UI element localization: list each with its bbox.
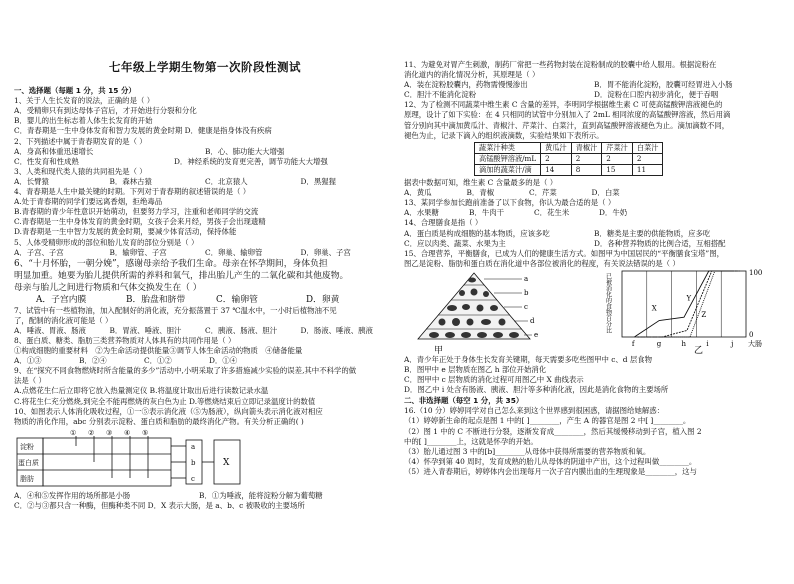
curve-label-z: Z bbox=[701, 311, 707, 320]
potato-food-icon bbox=[509, 332, 519, 338]
q8-line2: ①构成细胞的重要材料 ②为生命活动提供能量③调节人体生命活动的物质 ④储备能量 bbox=[14, 346, 303, 356]
figure-label-jia: 甲 bbox=[434, 345, 444, 355]
q16-line1: 16.（10 分）婷婷同学对自己怎么来到这个世界感到很困惑，请据图给她解惑： bbox=[404, 406, 665, 416]
layer-label-d: d bbox=[530, 316, 535, 325]
q14-options-1 bbox=[404, 229, 784, 239]
bean-food-icon bbox=[471, 288, 478, 295]
table-cell: 高锰酸钾溶液/mL bbox=[475, 153, 541, 164]
vegetable-food-icon bbox=[481, 319, 491, 325]
q3-options bbox=[14, 177, 396, 187]
x-tick-label: i bbox=[706, 339, 709, 348]
q13-option-d: D．牛奶 bbox=[599, 208, 628, 218]
y-tick-0: 0 bbox=[749, 330, 754, 339]
q7-line2: 了，配制的消化液可能是（ ） bbox=[14, 315, 113, 325]
q11-option-d: D．淀粉在口腔内初步消化，便于吞咽 bbox=[594, 90, 719, 100]
layer-label-e: e bbox=[534, 330, 539, 339]
organ-x: X bbox=[223, 457, 230, 468]
q12-line2: 原理，设计了如下实验：在 4 只相同的试管中分别加入了 2mL 相同浓度的高锰酸钾溶液，然后用滴 bbox=[404, 110, 731, 120]
q16-line4: 中的[ ]________上，这就是怀孕的开始。 bbox=[404, 436, 538, 446]
q7-options bbox=[14, 326, 396, 336]
q12-line1: 12、为了检测不同蔬菜中维生素 C 含量的差异，李明同学根据维生素 C 可使高锰酸钾溶液褪色的 bbox=[404, 100, 723, 110]
q16-line7: （5）进入青春期后，婷婷体内会出现每月一次子宫内膜出血的生理现象是________，这与 bbox=[404, 466, 697, 476]
q2-option-d: D．神经系统的发育更完善，调节功能大大增强 bbox=[174, 156, 328, 166]
q6-option-b: B．胎盘和脐带 bbox=[126, 294, 186, 305]
y-tick-100: 100 bbox=[749, 268, 763, 277]
layer-label-c: c bbox=[524, 302, 528, 311]
digestion-diagram bbox=[16, 428, 266, 490]
section1-heading: 一、选择题（每题 1 分，共 15 分） bbox=[14, 86, 136, 96]
q16-line2: （1）婷婷新生命的起点是图 1 中的[ ]________，产生 A 的器官是图 2 中[ ]________。 bbox=[404, 416, 691, 426]
q3-option-d: D．黑猩猩 bbox=[300, 176, 336, 186]
q2-options-1 bbox=[14, 147, 396, 157]
vitamin-c-table bbox=[474, 142, 663, 176]
enzyme-4: ④ bbox=[124, 428, 131, 437]
q6-line3: 母亲与胎儿之间进行物质和气体交换发生在（ ） bbox=[14, 282, 202, 293]
q7-option-d: D．肠液、唾液、胰液 bbox=[300, 325, 373, 335]
vegetable-food-icon bbox=[439, 318, 446, 325]
oil-food-icon bbox=[468, 277, 476, 282]
enzyme-5: ⑤ bbox=[142, 428, 149, 437]
q3-option-c: C．北京猿人 bbox=[205, 176, 248, 186]
q5-stem: 5、人体受精卵形成的部位和胎儿发育的部位分别是（ ） bbox=[14, 237, 199, 247]
q3-stem: 3、人类和现代类人猿的共同祖先是（ ） bbox=[14, 166, 147, 176]
q5-option-c: C．卵巢、输卵管 bbox=[205, 247, 263, 257]
q13-stem: 13、某同学参加长跑前准备了以下食物，你认为最合适的是（ ） bbox=[404, 198, 616, 208]
product-c: c bbox=[191, 474, 195, 483]
table-cell: 2 bbox=[632, 153, 663, 164]
right-column bbox=[404, 60, 784, 477]
q6-line1: 6、“十月怀胎，一朝分娩”，感谢母亲给予我们生命。母亲在怀孕期间，身体负担 bbox=[14, 258, 328, 269]
q11-option-a: A．装在淀粉胶囊内，药物需慢慢渗出 bbox=[404, 80, 528, 90]
table-cell: 8 bbox=[571, 164, 602, 175]
page-title: 七年级上学期生物第一次阶段性测试 bbox=[109, 60, 301, 74]
x-tick-label: h bbox=[681, 339, 687, 348]
q8-options bbox=[14, 356, 274, 366]
q12-option-c: C．芹菜 bbox=[529, 188, 557, 198]
q12-options bbox=[404, 188, 654, 198]
table-header: 芹菜汁 bbox=[602, 142, 633, 153]
q9-line4: C.将花生仁充分燃烧,到完全不能再燃烧的灰白色为止 D.等燃烧结束后立即记录温度计的数值 bbox=[14, 396, 316, 406]
q6-options bbox=[14, 294, 396, 306]
x-tick-label: f bbox=[631, 339, 635, 348]
q13-option-a: A．水果糖 bbox=[404, 208, 439, 218]
shrimp-food-icon bbox=[490, 305, 498, 311]
table-row bbox=[475, 164, 663, 175]
enzyme-2: ② bbox=[88, 428, 95, 437]
q10-line2: 物质的消化作用，abc 分别表示淀粉、蛋白质和脂肪的最终消化产物。有关分析正确的( ) bbox=[14, 416, 304, 426]
q4-stem: 4、青春期是人生中最关键的时期。下列对于青春期的叙述错误的是（ ） bbox=[14, 187, 251, 197]
q9-line3: A.点燃花生仁后立即将它放入热量测定仪 B.将温度计取出后进行读数记录水温 bbox=[14, 386, 269, 396]
q8-option-c: C．①② bbox=[144, 356, 172, 366]
q11-options-1 bbox=[404, 80, 784, 90]
y-axis-label: 已被消化的食物百分比 bbox=[604, 272, 612, 333]
q10-line1: 10、如图表示人体消化吸收过程，①一⑤表示消化液（⑤为肠液），纵向箭头表示消化液对相应 bbox=[14, 406, 323, 416]
q16-line3: （2）图 1 中的 C 不断进行分裂，逐渐发育成________，然后其缓慢移动到子宫，植入图 2 bbox=[404, 426, 702, 436]
q11-option-b: B．胃不能消化淀粉，胶囊可经胃进入小肠 bbox=[594, 80, 733, 90]
q15-option-a: A．青少年正处于身体生长发育关键期，每天需要多吃些图甲中 c、d 层食物 bbox=[404, 354, 653, 364]
poultry-food-icon bbox=[477, 304, 484, 311]
q12-line3: 管分别向其中滴加黄瓜汁、青椒汁、芹菜汁、白菜汁，直到高锰酸钾溶液褪色为止。滴加滴数不同， bbox=[404, 120, 730, 130]
table-header: 蔬菜汁种类 bbox=[475, 142, 541, 153]
figure-label-yi: 乙 bbox=[694, 345, 704, 355]
food-pyramid bbox=[418, 273, 538, 355]
q8-option-b: B．②④ bbox=[79, 356, 107, 366]
fish-food-icon bbox=[462, 304, 470, 310]
curve-label-y: Y bbox=[686, 294, 692, 303]
q2-options-2 bbox=[14, 157, 396, 167]
q5-option-a: A．子宫、子宫 bbox=[14, 247, 64, 257]
q7-option-b: B．胃液、唾液、胆汁 bbox=[109, 325, 182, 335]
q1-option-b: B．婴儿的出生标志着人体生长发育的开始 bbox=[14, 116, 153, 126]
q15-line1: 15、合理营养，平衡膳食，已成为人们的健康生活方式。如图甲为中国居民的“平衡膳食宝塔”图， bbox=[404, 248, 724, 258]
left-column bbox=[14, 62, 396, 511]
table-header: 青椒汁 bbox=[571, 142, 602, 153]
segment-lines bbox=[647, 271, 721, 337]
q12-line4: 褪色为止，记录下滴入的组织液滴数，实验结果如下表所示。 bbox=[404, 130, 604, 140]
q2-option-c: C．性发育和性成熟 bbox=[14, 156, 79, 166]
q10-option-a-b bbox=[14, 491, 396, 501]
row-fat: 脂肪 bbox=[20, 474, 34, 483]
table-row bbox=[475, 153, 663, 164]
enzyme-1: ① bbox=[70, 428, 77, 437]
q14-option-b: B．糖类是主要的供能物质，应多吃 bbox=[594, 228, 711, 238]
q6-line2: 明显加重。她要为胎儿提供所需的养料和氧气，排出胎儿产生的二氧化碳和其他废物。 bbox=[14, 270, 349, 281]
table-header-row bbox=[475, 142, 663, 153]
fruit-food-icon bbox=[467, 318, 474, 325]
rice-food-icon bbox=[461, 332, 471, 338]
q8-option-d: D．①④ bbox=[209, 356, 238, 366]
product-a: a bbox=[191, 442, 196, 451]
section2-heading: 二、非选择题（每空 1 分，共 35） bbox=[404, 396, 524, 406]
q15-line2: 图乙是淀粉、脂肪和蛋白质在消化道中各部位被消化的程度，有关说法错误的是（ ） bbox=[404, 258, 680, 268]
curve-x bbox=[634, 271, 733, 337]
q11-options-2 bbox=[404, 90, 784, 100]
q10-option-c: C．②与③都只含一种酶，但酶种类不同 D．X 表示大肠，是 a、b、c 被吸收的主要场所 bbox=[14, 500, 305, 510]
q14-options-2 bbox=[404, 239, 784, 249]
corn-food-icon bbox=[493, 332, 503, 338]
q5-option-b: B．输卵管、子宫 bbox=[109, 247, 167, 257]
meat-food-icon bbox=[447, 305, 457, 311]
q12-line5: 据表中数据可知，维生素 C 含量最多的是（ ） bbox=[404, 178, 558, 188]
q7-line1: 7、试管中有一些植物油，加入配制好的消化液，充分振荡置于 37 ℃温水中，一小时后植物油不见 bbox=[14, 305, 337, 315]
q10-option-b: B．①为唾液，能将淀粉分解为葡萄糖 bbox=[199, 490, 323, 500]
q14-option-a: A．蛋白质是构成细胞的基本物质，应该多吃 bbox=[404, 228, 550, 238]
q1-stem: 1、关于人生长发育的说法，正确的是（ ） bbox=[14, 96, 155, 106]
q15-figure-svg bbox=[404, 269, 784, 355]
x-tick-label: 大肠 bbox=[748, 339, 762, 348]
q14-option-c: C．应以肉类、蔬菜、水果为主 bbox=[404, 238, 506, 248]
q1-option-a: A．受精卵只有到达母体子宫后，才开始进行分裂和分化 bbox=[14, 106, 197, 116]
bread-food-icon bbox=[445, 332, 455, 338]
q16-line6: （4）怀孕到第 40 周时，发育成熟的胎儿从母体的阴道中产出，这个过程叫做________。 bbox=[404, 456, 697, 466]
row-starch: 淀粉 bbox=[20, 442, 34, 451]
q12-option-d: D．白菜 bbox=[591, 188, 620, 198]
digestion-chart bbox=[605, 269, 763, 355]
q4-option-a: A.处于青春期的同学们要远离香烟，拒绝毒品 bbox=[14, 197, 163, 207]
table-header: 白菜汁 bbox=[632, 142, 663, 153]
table-cell: 14 bbox=[541, 164, 572, 175]
q7-option-c: C．胰液、肠液、胆汁 bbox=[205, 325, 278, 335]
q16-line5: （3）胎儿通过图 3 中的[b]________从母体中获得所需要的营养物质和氧。 bbox=[404, 446, 651, 456]
enzyme-3: ③ bbox=[106, 428, 113, 437]
x-tick-label: j bbox=[731, 339, 734, 348]
q11-line1: 11、为避免对胃产生刺激，制药厂常把一些药物封装在淀粉制成的胶囊中给人服用。根据淀粉在 bbox=[404, 60, 717, 69]
q4-option-b: B.青春期的青少年性意识开始萌动，但要努力学习，注重和老师同学的交流 bbox=[14, 207, 259, 217]
q1-option-c: C．青春期是一生中身体发育和智力发展的黄金时期 D．健康是指身体没有疾病 bbox=[14, 126, 272, 136]
table-cell: 2 bbox=[541, 153, 572, 164]
q6-option-a: A．子宫内膜 bbox=[36, 294, 87, 305]
table-cell: 滴加的蔬菜汁/滴 bbox=[475, 164, 541, 175]
layer-label-b: b bbox=[524, 288, 529, 297]
noodle-food-icon bbox=[477, 332, 487, 338]
q13-option-b: B．牛肉干 bbox=[469, 208, 504, 218]
table-header: 黄瓜汁 bbox=[541, 142, 572, 153]
q7-option-a: A．唾液、胃液、肠液 bbox=[14, 325, 86, 335]
q3-option-b: B．森林古猿 bbox=[109, 176, 152, 186]
q12-option-b: B．青椒 bbox=[466, 188, 495, 198]
fruit-food-icon bbox=[452, 318, 460, 326]
table-cell: 11 bbox=[632, 164, 663, 175]
q2-option-a: A．身高和体重迅速增长 bbox=[14, 146, 94, 156]
q13-options bbox=[404, 208, 664, 218]
q5-options bbox=[14, 248, 396, 258]
q4-option-d: D.青春期是一生中智力发展的黄金时期，要减少体育活动，保持体能 bbox=[14, 227, 237, 237]
q9-line2: 法是（ ） bbox=[14, 376, 46, 386]
table-cell: 2 bbox=[602, 153, 633, 164]
q8-option-a: A．①③ bbox=[14, 356, 42, 366]
x-tick-label: g bbox=[656, 339, 662, 348]
product-b: b bbox=[191, 458, 196, 467]
table-cell: 15 bbox=[602, 164, 633, 175]
q12-option-a: A．黄瓜 bbox=[404, 188, 432, 198]
q13-option-c: C．花生米 bbox=[534, 208, 570, 218]
q11-line2: 消化道内的消化情况分析，其原理是（ ） bbox=[404, 70, 540, 80]
q15-figure bbox=[404, 269, 784, 355]
digestive-tract-box bbox=[43, 438, 171, 486]
row-protein: 蛋白质 bbox=[18, 458, 39, 467]
milk-food-icon bbox=[459, 290, 465, 296]
q15-option-c: C．图甲中 c 层物质的消化过程可用图乙中 X 曲线表示 bbox=[404, 375, 584, 385]
q3-option-a: A．长臂猿 bbox=[14, 176, 49, 186]
q11-option-c: C．胆汁不能消化淀粉 bbox=[404, 90, 477, 100]
egg-food-icon bbox=[483, 291, 489, 297]
q15-option-d: D．图乙中 i 处含有肠液、胰液、胆汁等多种消化液，因此是消化食物的主要场所 bbox=[404, 385, 669, 395]
layer-label-a: a bbox=[524, 274, 529, 283]
q6-option-d: D．卵黄 bbox=[306, 294, 340, 305]
digestion-curves bbox=[634, 271, 739, 337]
q9-line1: 9、在“探究不同食物燃烧时所含能量的多少”活动中,小明采取了许多措施减少实验的误差,其中不科学的做 bbox=[14, 366, 357, 376]
q2-option-b: B．心、肺功能大大增强 bbox=[205, 146, 285, 156]
q6-option-c: C．输卵管 bbox=[216, 294, 258, 305]
q4-option-c: C.青春期是一生中身体发育的黄金时期，女孩子会来月经，男孩子会出现遗精 bbox=[14, 217, 266, 227]
q10-option-a: A．④和⑤发挥作用的场所都是小肠 bbox=[14, 490, 131, 500]
table-cell: 2 bbox=[571, 153, 602, 164]
q14-stem: 14、合理膳食是指（ ） bbox=[404, 218, 483, 228]
q2-stem: 2、下列描述中属于青春期发育的是（ ） bbox=[14, 136, 147, 146]
q15-option-b: B．图甲中 e 层物质在图乙 h 部位开始消化 bbox=[404, 364, 547, 374]
curve-label-x: X bbox=[651, 304, 657, 313]
q8-line1: 8、蛋白质、糖类、脂肪三类营养物质对人体具有的共同作用是（ ） bbox=[14, 335, 236, 345]
fruit-food-icon bbox=[499, 318, 506, 325]
q14-option-d: D．各种营养物质的比例合适，互相搭配 bbox=[594, 238, 726, 248]
grain-food-icon bbox=[429, 332, 439, 338]
plot-frame bbox=[622, 271, 746, 337]
q5-option-d: D．卵巢、子宫 bbox=[300, 247, 351, 257]
